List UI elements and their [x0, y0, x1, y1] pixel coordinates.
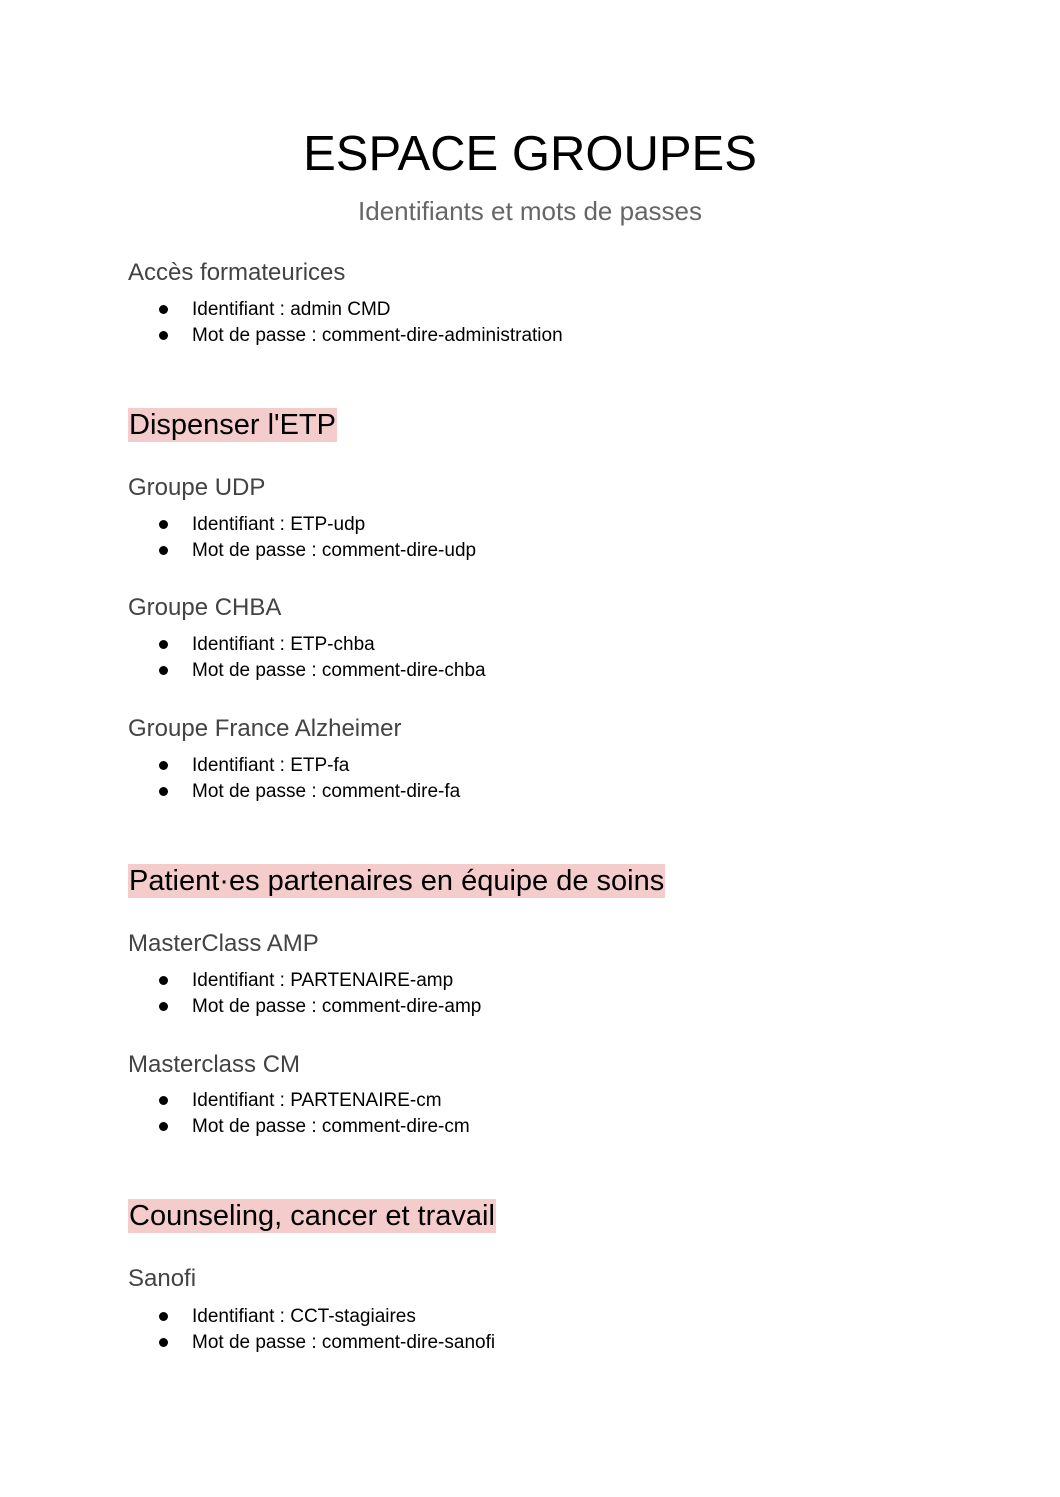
group-heading: Groupe France Alzheimer	[128, 715, 402, 742]
group-identifiant: Identifiant : ETP-chba	[192, 634, 375, 655]
access-password: Mot de passe : comment-dire-administration	[192, 325, 563, 346]
group-identifiant: Identifiant : CCT-stagiaires	[192, 1306, 416, 1327]
bullet-icon	[159, 666, 168, 675]
group-password: Mot de passe : comment-dire-sanofi	[192, 1332, 496, 1353]
bullet-icon	[159, 1002, 168, 1011]
access-identifiant: Identifiant : admin CMD	[192, 299, 391, 320]
group-heading: Masterclass CM	[128, 1051, 301, 1078]
group-identifiant: Identifiant : PARTENAIRE-amp	[192, 970, 454, 991]
bullet-icon	[159, 1096, 168, 1105]
section-heading-etp: Dispenser l'ETP	[129, 409, 336, 441]
group-identifiant: Identifiant : PARTENAIRE-cm	[192, 1090, 442, 1111]
bullet-icon	[159, 761, 168, 770]
bullet-icon	[159, 331, 168, 340]
section-heading-partenaires: Patient·es partenaires en équipe de soins	[129, 865, 665, 897]
group-heading: Groupe CHBA	[128, 594, 282, 621]
bullet-icon	[159, 976, 168, 985]
group-identifiant: Identifiant : ETP-fa	[192, 755, 350, 776]
bullet-icon	[159, 1312, 168, 1321]
document-title: ESPACE GROUPES	[303, 127, 757, 181]
group-identifiant: Identifiant : ETP-udp	[192, 514, 366, 535]
bullet-icon	[159, 305, 168, 314]
bullet-icon	[159, 640, 168, 649]
group-password: Mot de passe : comment-dire-udp	[192, 540, 477, 561]
group-heading: Groupe UDP	[128, 474, 266, 501]
bullet-icon	[159, 1122, 168, 1131]
bullet-icon	[159, 787, 168, 796]
group-password: Mot de passe : comment-dire-chba	[192, 660, 486, 681]
group-password: Mot de passe : comment-dire-amp	[192, 996, 482, 1017]
group-heading: MasterClass AMP	[128, 930, 319, 957]
bullet-icon	[159, 1338, 168, 1347]
access-heading: Accès formateurices	[128, 259, 346, 286]
group-password: Mot de passe : comment-dire-fa	[192, 781, 461, 802]
section-heading-counseling: Counseling, cancer et travail	[129, 1200, 495, 1232]
bullet-icon	[159, 520, 168, 529]
group-password: Mot de passe : comment-dire-cm	[192, 1116, 470, 1137]
group-heading: Sanofi	[128, 1265, 197, 1292]
document-subtitle: Identifiants et mots de passes	[358, 196, 702, 226]
bullet-icon	[159, 546, 168, 555]
